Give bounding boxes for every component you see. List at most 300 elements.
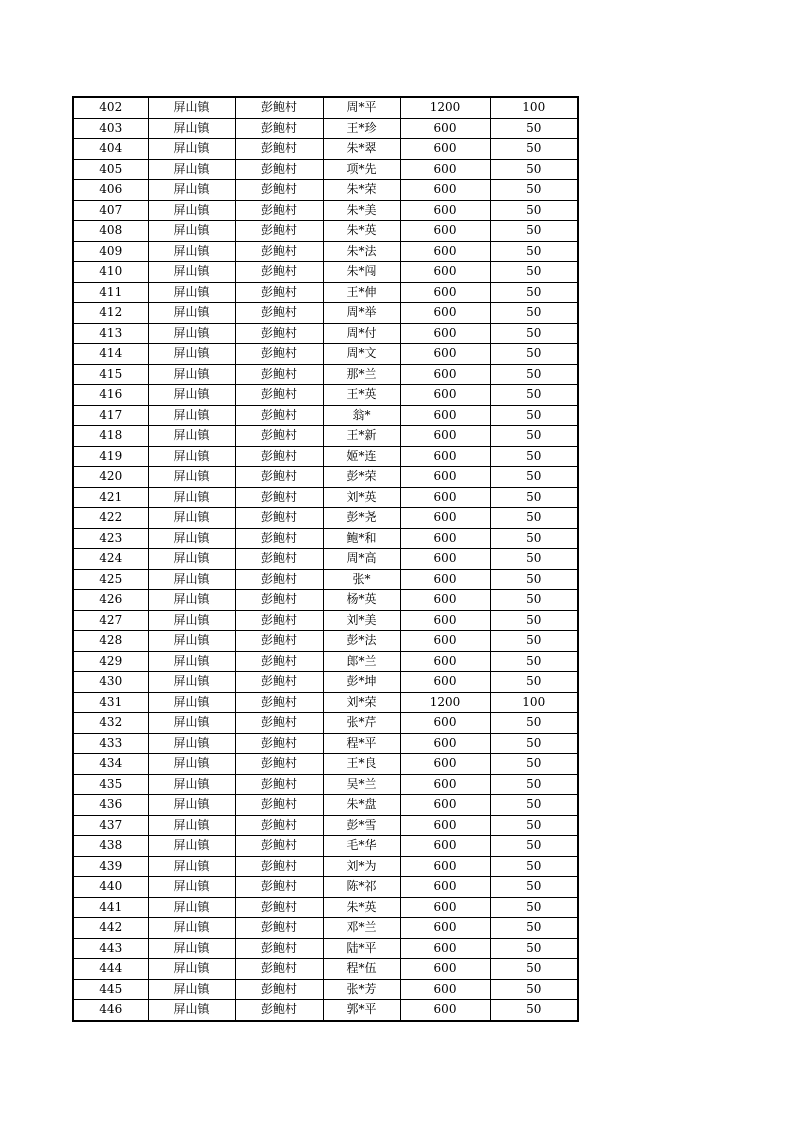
- name-cell: 项*先: [323, 159, 400, 180]
- town-cell: 屏山镇: [148, 631, 235, 652]
- area-cell: 600: [400, 282, 490, 303]
- area-cell: 600: [400, 713, 490, 734]
- town-cell: 屏山镇: [148, 1000, 235, 1021]
- name-cell: 那*兰: [323, 364, 400, 385]
- amount-cell: 50: [490, 672, 578, 693]
- table-row: [73, 487, 578, 508]
- table-row: [73, 938, 578, 959]
- amount-cell: 50: [490, 836, 578, 857]
- village-cell: 彭鲍村: [235, 1000, 323, 1021]
- amount-cell: 50: [490, 303, 578, 324]
- amount-cell: 50: [490, 979, 578, 1000]
- table-row: [73, 979, 578, 1000]
- town-cell: 屏山镇: [148, 754, 235, 775]
- row-number-cell: 424: [73, 549, 148, 570]
- town-cell: 屏山镇: [148, 610, 235, 631]
- town-cell: 屏山镇: [148, 262, 235, 283]
- amount-cell: 50: [490, 364, 578, 385]
- name-cell: 朱*荣: [323, 180, 400, 201]
- amount-cell: 50: [490, 159, 578, 180]
- amount-cell: 50: [490, 221, 578, 242]
- name-cell: 周*文: [323, 344, 400, 365]
- town-cell: 屏山镇: [148, 897, 235, 918]
- table-row: [73, 836, 578, 857]
- amount-cell: 50: [490, 262, 578, 283]
- row-number-cell: 427: [73, 610, 148, 631]
- area-cell: 600: [400, 631, 490, 652]
- table-row: [73, 426, 578, 447]
- village-cell: 彭鲍村: [235, 405, 323, 426]
- amount-cell: 50: [490, 200, 578, 221]
- town-cell: 屏山镇: [148, 918, 235, 939]
- town-cell: 屏山镇: [148, 221, 235, 242]
- name-cell: 张*芳: [323, 979, 400, 1000]
- name-cell: 王*英: [323, 385, 400, 406]
- amount-cell: 50: [490, 733, 578, 754]
- name-cell: 周*举: [323, 303, 400, 324]
- town-cell: 屏山镇: [148, 282, 235, 303]
- table-row: [73, 959, 578, 980]
- area-cell: 600: [400, 508, 490, 529]
- name-cell: 朱*法: [323, 241, 400, 262]
- area-cell: 1200: [400, 692, 490, 713]
- village-cell: 彭鲍村: [235, 897, 323, 918]
- row-number-cell: 436: [73, 795, 148, 816]
- amount-cell: 50: [490, 610, 578, 631]
- name-cell: 王*珍: [323, 118, 400, 139]
- name-cell: 程*伍: [323, 959, 400, 980]
- row-number-cell: 413: [73, 323, 148, 344]
- row-number-cell: 442: [73, 918, 148, 939]
- table-row: [73, 364, 578, 385]
- area-cell: 600: [400, 487, 490, 508]
- table-row: [73, 856, 578, 877]
- table-row: [73, 651, 578, 672]
- row-number-cell: 438: [73, 836, 148, 857]
- area-cell: 600: [400, 918, 490, 939]
- area-cell: 600: [400, 426, 490, 447]
- town-cell: 屏山镇: [148, 651, 235, 672]
- amount-cell: 50: [490, 651, 578, 672]
- village-cell: 彭鲍村: [235, 446, 323, 467]
- row-number-cell: 433: [73, 733, 148, 754]
- row-number-cell: 420: [73, 467, 148, 488]
- table-row: [73, 344, 578, 365]
- area-cell: 600: [400, 651, 490, 672]
- table-row: [73, 200, 578, 221]
- name-cell: 姬*连: [323, 446, 400, 467]
- table-row: [73, 713, 578, 734]
- village-cell: 彭鲍村: [235, 918, 323, 939]
- row-number-cell: 404: [73, 139, 148, 160]
- area-cell: 600: [400, 528, 490, 549]
- town-cell: 屏山镇: [148, 385, 235, 406]
- name-cell: 王*良: [323, 754, 400, 775]
- name-cell: 吴*兰: [323, 774, 400, 795]
- row-number-cell: 406: [73, 180, 148, 201]
- village-cell: 彭鲍村: [235, 959, 323, 980]
- row-number-cell: 411: [73, 282, 148, 303]
- table-row: [73, 159, 578, 180]
- amount-cell: 50: [490, 631, 578, 652]
- table-row: [73, 405, 578, 426]
- area-cell: 600: [400, 938, 490, 959]
- area-cell: 600: [400, 795, 490, 816]
- table-row: [73, 139, 578, 160]
- area-cell: 600: [400, 467, 490, 488]
- row-number-cell: 439: [73, 856, 148, 877]
- table-row: [73, 795, 578, 816]
- row-number-cell: 417: [73, 405, 148, 426]
- town-cell: 屏山镇: [148, 795, 235, 816]
- amount-cell: 50: [490, 487, 578, 508]
- amount-cell: 50: [490, 344, 578, 365]
- area-cell: 600: [400, 180, 490, 201]
- name-cell: 周*平: [323, 97, 400, 118]
- area-cell: 600: [400, 385, 490, 406]
- town-cell: 屏山镇: [148, 405, 235, 426]
- table-row: [73, 733, 578, 754]
- town-cell: 屏山镇: [148, 180, 235, 201]
- name-cell: 朱*英: [323, 897, 400, 918]
- row-number-cell: 402: [73, 97, 148, 118]
- village-cell: 彭鲍村: [235, 856, 323, 877]
- amount-cell: 50: [490, 528, 578, 549]
- amount-cell: 100: [490, 97, 578, 118]
- table-row: [73, 610, 578, 631]
- table-row: [73, 282, 578, 303]
- name-cell: 刘*荣: [323, 692, 400, 713]
- village-cell: 彭鲍村: [235, 549, 323, 570]
- village-cell: 彭鲍村: [235, 118, 323, 139]
- row-number-cell: 407: [73, 200, 148, 221]
- town-cell: 屏山镇: [148, 672, 235, 693]
- amount-cell: 50: [490, 139, 578, 160]
- name-cell: 程*平: [323, 733, 400, 754]
- village-cell: 彭鲍村: [235, 815, 323, 836]
- name-cell: 鲍*和: [323, 528, 400, 549]
- name-cell: 周*高: [323, 549, 400, 570]
- amount-cell: 50: [490, 877, 578, 898]
- amount-cell: 50: [490, 1000, 578, 1021]
- amount-cell: 50: [490, 938, 578, 959]
- area-cell: 600: [400, 856, 490, 877]
- table-row: [73, 631, 578, 652]
- name-cell: 郭*平: [323, 1000, 400, 1021]
- row-number-cell: 440: [73, 877, 148, 898]
- row-number-cell: 428: [73, 631, 148, 652]
- town-cell: 屏山镇: [148, 200, 235, 221]
- table-row: [73, 467, 578, 488]
- town-cell: 屏山镇: [148, 549, 235, 570]
- row-number-cell: 431: [73, 692, 148, 713]
- table-row: [73, 446, 578, 467]
- table-row: [73, 303, 578, 324]
- town-cell: 屏山镇: [148, 692, 235, 713]
- village-cell: 彭鲍村: [235, 938, 323, 959]
- table-row: [73, 672, 578, 693]
- village-cell: 彭鲍村: [235, 569, 323, 590]
- area-cell: 600: [400, 303, 490, 324]
- amount-cell: 50: [490, 385, 578, 406]
- name-cell: 张*: [323, 569, 400, 590]
- name-cell: 刘*美: [323, 610, 400, 631]
- amount-cell: 50: [490, 118, 578, 139]
- town-cell: 屏山镇: [148, 364, 235, 385]
- village-cell: 彭鲍村: [235, 692, 323, 713]
- amount-cell: 50: [490, 241, 578, 262]
- area-cell: 600: [400, 118, 490, 139]
- amount-cell: 100: [490, 692, 578, 713]
- amount-cell: 50: [490, 569, 578, 590]
- area-cell: 600: [400, 1000, 490, 1021]
- town-cell: 屏山镇: [148, 713, 235, 734]
- town-cell: 屏山镇: [148, 139, 235, 160]
- name-cell: 刘*英: [323, 487, 400, 508]
- village-cell: 彭鲍村: [235, 487, 323, 508]
- area-cell: 600: [400, 610, 490, 631]
- name-cell: 彭*荣: [323, 467, 400, 488]
- area-cell: 600: [400, 200, 490, 221]
- village-cell: 彭鲍村: [235, 364, 323, 385]
- village-cell: 彭鲍村: [235, 774, 323, 795]
- row-number-cell: 435: [73, 774, 148, 795]
- town-cell: 屏山镇: [148, 733, 235, 754]
- name-cell: 王*伸: [323, 282, 400, 303]
- area-cell: 600: [400, 262, 490, 283]
- row-number-cell: 405: [73, 159, 148, 180]
- table-row: [73, 241, 578, 262]
- area-cell: 600: [400, 364, 490, 385]
- area-cell: 600: [400, 159, 490, 180]
- name-cell: 周*付: [323, 323, 400, 344]
- amount-cell: 50: [490, 815, 578, 836]
- amount-cell: 50: [490, 426, 578, 447]
- amount-cell: 50: [490, 508, 578, 529]
- row-number-cell: 421: [73, 487, 148, 508]
- name-cell: 彭*坤: [323, 672, 400, 693]
- village-cell: 彭鲍村: [235, 795, 323, 816]
- name-cell: 郎*兰: [323, 651, 400, 672]
- name-cell: 彭*法: [323, 631, 400, 652]
- town-cell: 屏山镇: [148, 426, 235, 447]
- row-number-cell: 408: [73, 221, 148, 242]
- town-cell: 屏山镇: [148, 590, 235, 611]
- area-cell: 600: [400, 139, 490, 160]
- row-number-cell: 426: [73, 590, 148, 611]
- area-cell: 600: [400, 897, 490, 918]
- row-number-cell: 432: [73, 713, 148, 734]
- town-cell: 屏山镇: [148, 303, 235, 324]
- name-cell: 彭*雪: [323, 815, 400, 836]
- area-cell: 600: [400, 733, 490, 754]
- village-cell: 彭鲍村: [235, 651, 323, 672]
- row-number-cell: 430: [73, 672, 148, 693]
- name-cell: 翁*: [323, 405, 400, 426]
- town-cell: 屏山镇: [148, 959, 235, 980]
- name-cell: 朱*翠: [323, 139, 400, 160]
- table-row: [73, 385, 578, 406]
- area-cell: 600: [400, 815, 490, 836]
- village-cell: 彭鲍村: [235, 139, 323, 160]
- row-number-cell: 445: [73, 979, 148, 1000]
- name-cell: 毛*华: [323, 836, 400, 857]
- village-cell: 彭鲍村: [235, 200, 323, 221]
- table-row: [73, 323, 578, 344]
- area-cell: 600: [400, 774, 490, 795]
- table-row: [73, 549, 578, 570]
- amount-cell: 50: [490, 446, 578, 467]
- table-row: [73, 508, 578, 529]
- table-row: [73, 221, 578, 242]
- row-number-cell: 409: [73, 241, 148, 262]
- village-cell: 彭鲍村: [235, 97, 323, 118]
- village-cell: 彭鲍村: [235, 385, 323, 406]
- area-cell: 600: [400, 549, 490, 570]
- row-number-cell: 403: [73, 118, 148, 139]
- village-cell: 彭鲍村: [235, 159, 323, 180]
- row-number-cell: 429: [73, 651, 148, 672]
- area-cell: 600: [400, 836, 490, 857]
- row-number-cell: 425: [73, 569, 148, 590]
- village-cell: 彭鲍村: [235, 836, 323, 857]
- village-cell: 彭鲍村: [235, 467, 323, 488]
- village-cell: 彭鲍村: [235, 672, 323, 693]
- row-number-cell: 410: [73, 262, 148, 283]
- name-cell: 陈*祁: [323, 877, 400, 898]
- area-cell: 600: [400, 754, 490, 775]
- name-cell: 杨*英: [323, 590, 400, 611]
- row-number-cell: 422: [73, 508, 148, 529]
- amount-cell: 50: [490, 549, 578, 570]
- table-row: [73, 528, 578, 549]
- table-row: [73, 754, 578, 775]
- name-cell: 朱*美: [323, 200, 400, 221]
- table-row: [73, 897, 578, 918]
- row-number-cell: 446: [73, 1000, 148, 1021]
- table-row: [73, 774, 578, 795]
- amount-cell: 50: [490, 959, 578, 980]
- village-cell: 彭鲍村: [235, 528, 323, 549]
- table-row: [73, 877, 578, 898]
- amount-cell: 50: [490, 897, 578, 918]
- amount-cell: 50: [490, 405, 578, 426]
- area-cell: 600: [400, 405, 490, 426]
- row-number-cell: 434: [73, 754, 148, 775]
- amount-cell: 50: [490, 754, 578, 775]
- town-cell: 屏山镇: [148, 569, 235, 590]
- amount-cell: 50: [490, 323, 578, 344]
- village-cell: 彭鲍村: [235, 241, 323, 262]
- area-cell: 600: [400, 590, 490, 611]
- area-cell: 600: [400, 241, 490, 262]
- area-cell: 600: [400, 569, 490, 590]
- table-row: [73, 692, 578, 713]
- area-cell: 600: [400, 877, 490, 898]
- town-cell: 屏山镇: [148, 877, 235, 898]
- name-cell: 邓*兰: [323, 918, 400, 939]
- town-cell: 屏山镇: [148, 508, 235, 529]
- table-row: [73, 590, 578, 611]
- village-cell: 彭鲍村: [235, 221, 323, 242]
- name-cell: 彭*尧: [323, 508, 400, 529]
- village-cell: 彭鲍村: [235, 323, 323, 344]
- row-number-cell: 415: [73, 364, 148, 385]
- town-cell: 屏山镇: [148, 979, 235, 1000]
- village-cell: 彭鲍村: [235, 631, 323, 652]
- name-cell: 陆*平: [323, 938, 400, 959]
- table-row: [73, 1000, 578, 1021]
- town-cell: 屏山镇: [148, 836, 235, 857]
- village-cell: 彭鲍村: [235, 282, 323, 303]
- village-cell: 彭鲍村: [235, 262, 323, 283]
- table-row: [73, 262, 578, 283]
- village-cell: 彭鲍村: [235, 754, 323, 775]
- village-cell: 彭鲍村: [235, 180, 323, 201]
- row-number-cell: 441: [73, 897, 148, 918]
- village-cell: 彭鲍村: [235, 508, 323, 529]
- row-number-cell: 419: [73, 446, 148, 467]
- amount-cell: 50: [490, 795, 578, 816]
- town-cell: 屏山镇: [148, 774, 235, 795]
- town-cell: 屏山镇: [148, 97, 235, 118]
- row-number-cell: 444: [73, 959, 148, 980]
- amount-cell: 50: [490, 282, 578, 303]
- table-row: [73, 180, 578, 201]
- village-cell: 彭鲍村: [235, 979, 323, 1000]
- amount-cell: 50: [490, 856, 578, 877]
- table-row: [73, 569, 578, 590]
- village-cell: 彭鲍村: [235, 877, 323, 898]
- town-cell: 屏山镇: [148, 938, 235, 959]
- table-row: [73, 97, 578, 118]
- town-cell: 屏山镇: [148, 118, 235, 139]
- town-cell: 屏山镇: [148, 446, 235, 467]
- row-number-cell: 414: [73, 344, 148, 365]
- amount-cell: 50: [490, 180, 578, 201]
- amount-cell: 50: [490, 590, 578, 611]
- table-row: [73, 815, 578, 836]
- table-row: [73, 118, 578, 139]
- name-cell: 张*芹: [323, 713, 400, 734]
- name-cell: 刘*为: [323, 856, 400, 877]
- area-cell: 600: [400, 323, 490, 344]
- row-number-cell: 416: [73, 385, 148, 406]
- village-cell: 彭鲍村: [235, 610, 323, 631]
- area-cell: 600: [400, 344, 490, 365]
- area-cell: 600: [400, 446, 490, 467]
- row-number-cell: 418: [73, 426, 148, 447]
- area-cell: 600: [400, 979, 490, 1000]
- amount-cell: 50: [490, 467, 578, 488]
- row-number-cell: 443: [73, 938, 148, 959]
- town-cell: 屏山镇: [148, 344, 235, 365]
- name-cell: 朱*闯: [323, 262, 400, 283]
- area-cell: 600: [400, 672, 490, 693]
- town-cell: 屏山镇: [148, 467, 235, 488]
- row-number-cell: 412: [73, 303, 148, 324]
- village-cell: 彭鲍村: [235, 426, 323, 447]
- name-cell: 王*新: [323, 426, 400, 447]
- town-cell: 屏山镇: [148, 241, 235, 262]
- row-number-cell: 423: [73, 528, 148, 549]
- table-body: [73, 97, 578, 1021]
- name-cell: 朱*英: [323, 221, 400, 242]
- amount-cell: 50: [490, 918, 578, 939]
- village-cell: 彭鲍村: [235, 303, 323, 324]
- town-cell: 屏山镇: [148, 487, 235, 508]
- town-cell: 屏山镇: [148, 815, 235, 836]
